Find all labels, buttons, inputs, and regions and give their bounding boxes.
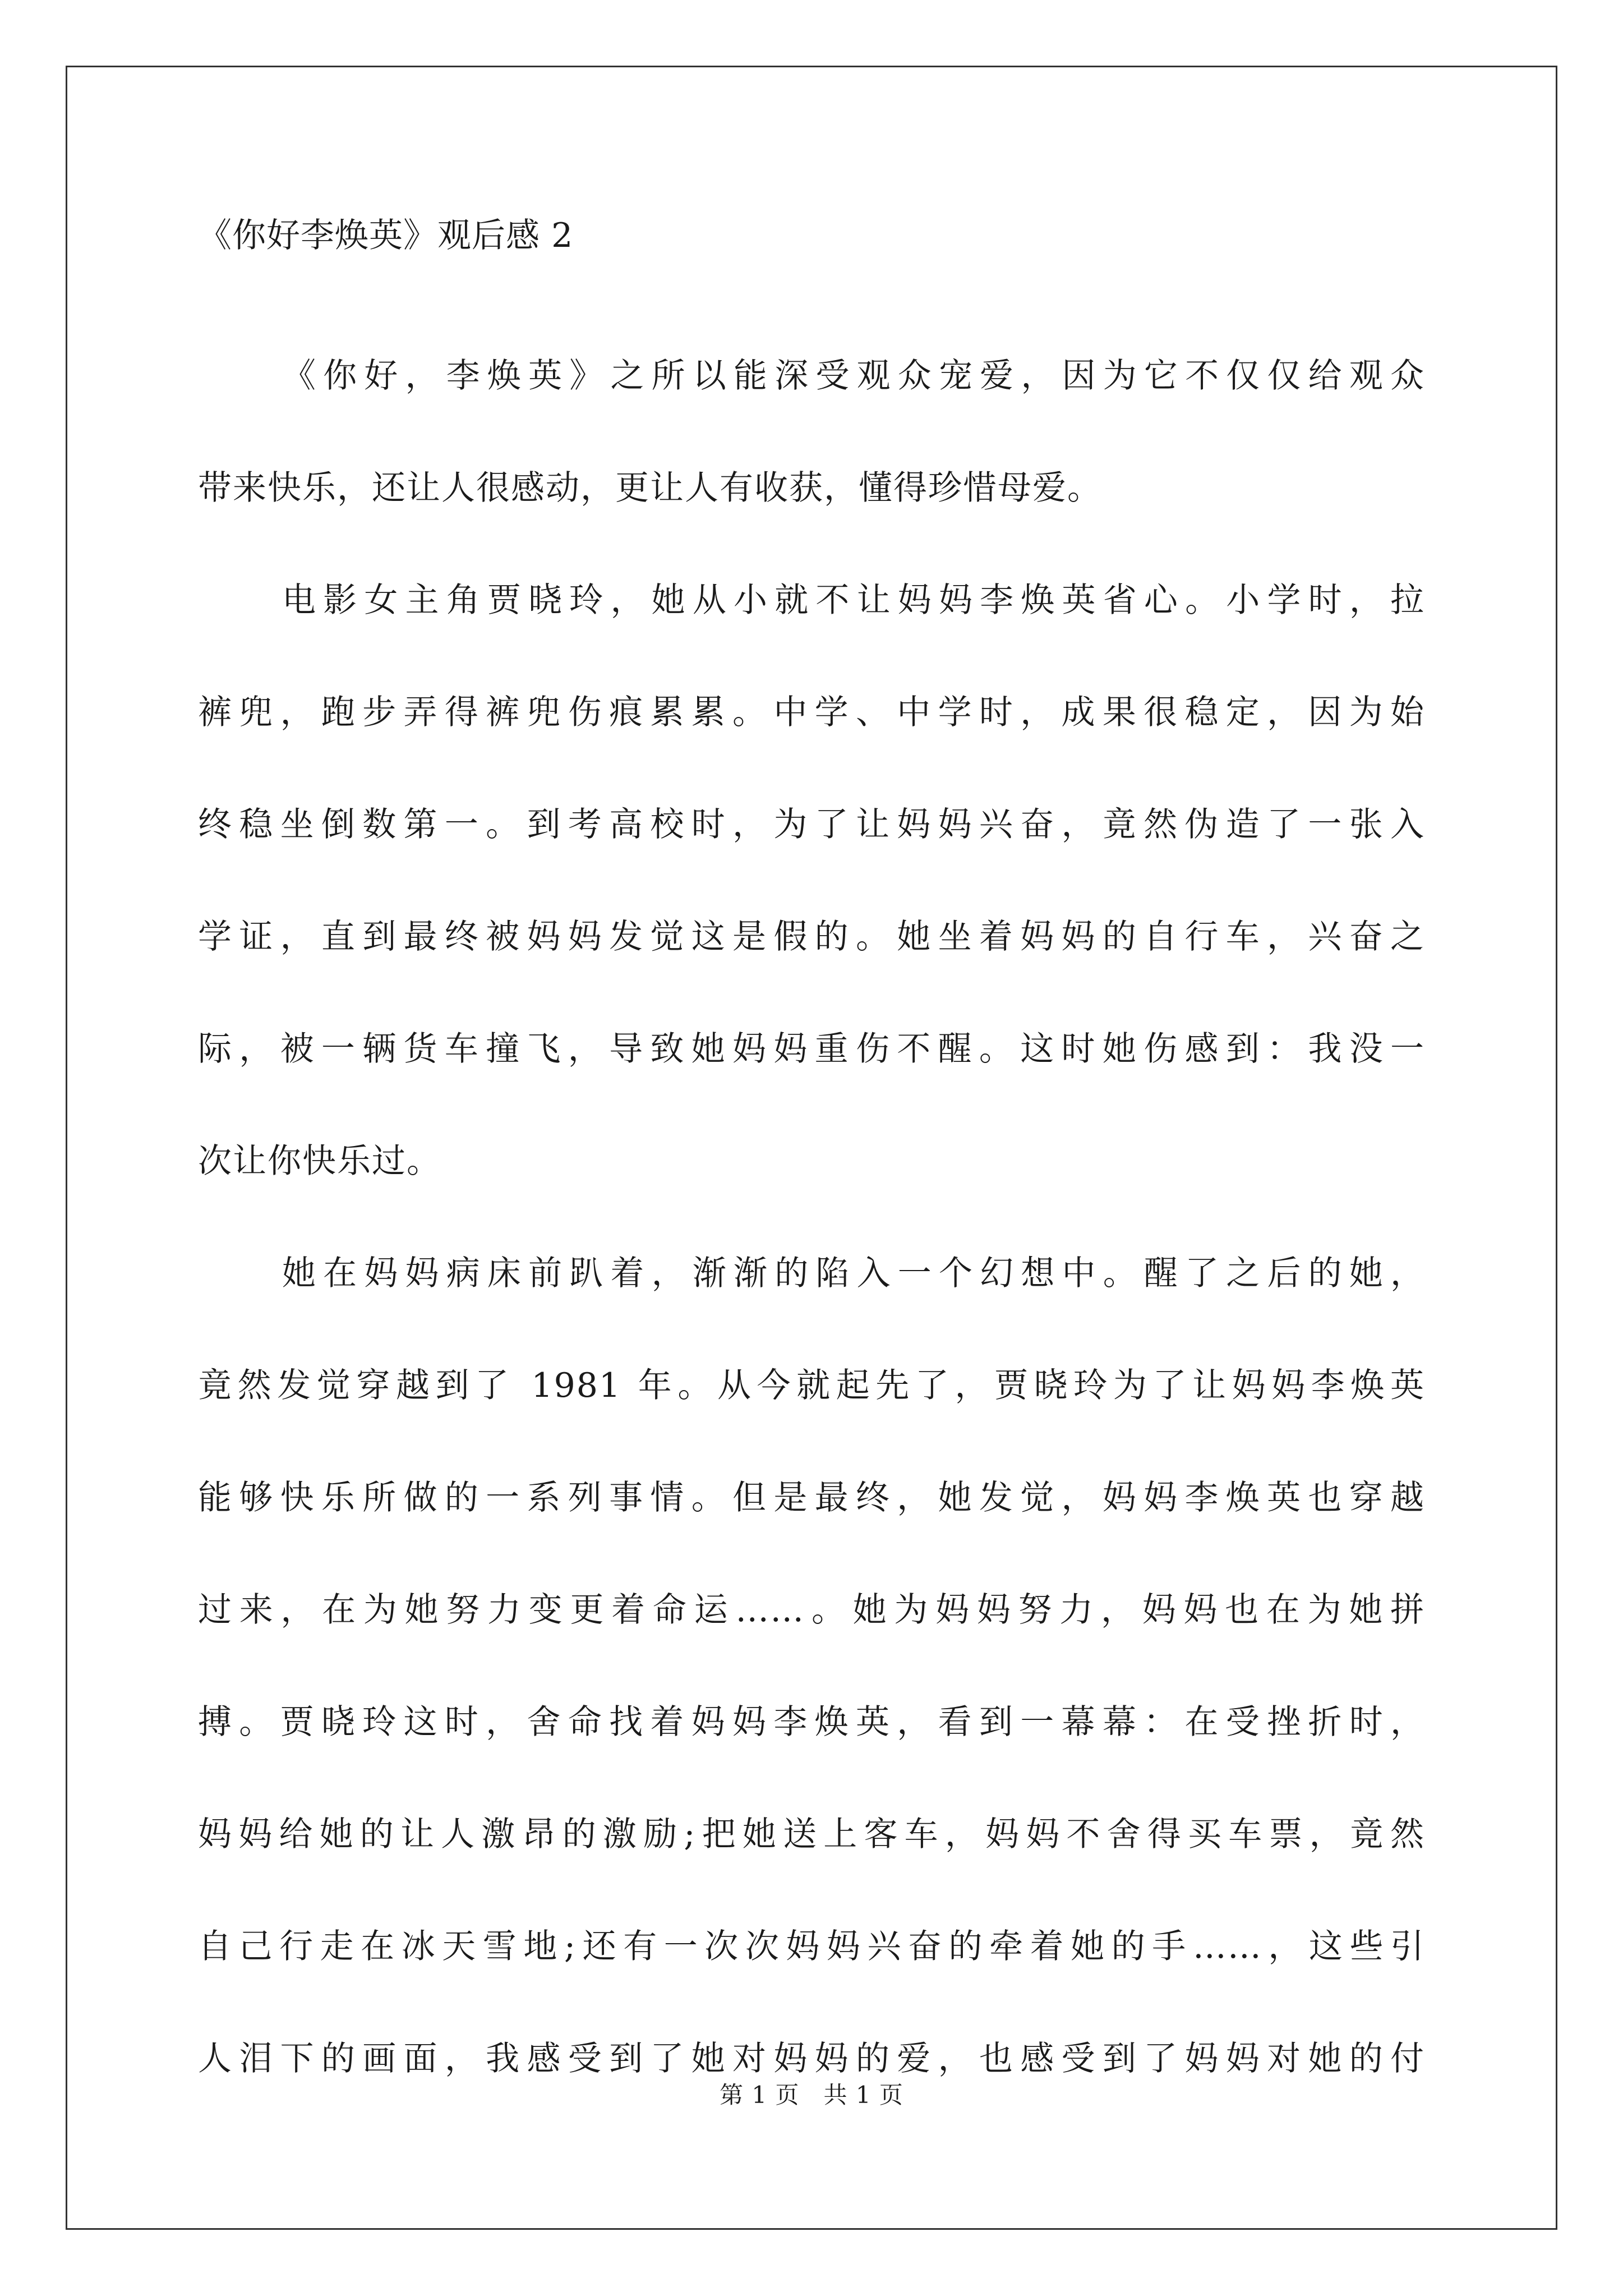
paragraph-line: 人泪下的画面，我感受到了她对妈妈的爱，也感受到了妈妈对她的付 bbox=[198, 2039, 1425, 2078]
paragraph-line: 终稳坐倒数第一。到考高校时，为了让妈妈兴奋，竟然伪造了一张入 bbox=[198, 805, 1425, 844]
paragraph-line: 裤兜，跑步弄得裤兜伤痕累累。中学、中学时，成果很稳定，因为始 bbox=[198, 693, 1425, 732]
paragraph-1 bbox=[198, 320, 1425, 544]
paragraph-line: 《你好，李焕英》之所以能深受观众宠爱，因为它不仅仅给观众 bbox=[282, 356, 1425, 395]
paragraph-line: 过来，在为她努力变更着命运……。她为妈妈努力，妈妈也在为她拼 bbox=[198, 1590, 1425, 1630]
paragraph-line: 搏。贾晓玲这时，舍命找着妈妈李焕英，看到一幕幕：在受挫折时， bbox=[198, 1703, 1425, 1742]
paragraph-line: 电影女主角贾晓玲，她从小就不让妈妈李焕英省心。小学时，拉 bbox=[282, 581, 1425, 620]
paragraph-line: 际，被一辆货车撞飞，导致她妈妈重伤不醒。这时她伤感到：我没一 bbox=[198, 1029, 1425, 1069]
paragraph-line: 妈妈给她的让人激昂的激励;把她送上客车，妈妈不舍得买车票，竟然 bbox=[198, 1815, 1425, 1854]
paragraph-line: 带来快乐，还让人很感动，更让人有收获，懂得珍惜母爱。 bbox=[198, 468, 1102, 508]
document-title: 《你好李焕英》观后感 2 bbox=[198, 216, 574, 255]
paragraph-line: 竟然发觉穿越到了 1981 年。从今就起先了，贾晓玲为了让妈妈李焕英 bbox=[198, 1366, 1425, 1405]
paragraph-line: 自己行走在冰天雪地;还有一次次妈妈兴奋的牵着她的手……，这些引 bbox=[198, 1927, 1425, 1966]
paragraph-2 bbox=[198, 544, 1425, 1217]
page-number-footer: 第 1 页 共 1 页 bbox=[720, 2081, 903, 2109]
paragraph-3 bbox=[198, 1217, 1425, 2115]
document-body bbox=[198, 208, 1425, 2115]
paragraph-line: 次让你快乐过。 bbox=[198, 1142, 441, 1181]
paragraph-line: 能够快乐所做的一系列事情。但是最终，她发觉，妈妈李焕英也穿越 bbox=[198, 1478, 1425, 1517]
paragraph-line: 学证，直到最终被妈妈发觉这是假的。她坐着妈妈的自行车，兴奋之 bbox=[198, 917, 1425, 956]
paragraph-line: 她在妈妈病床前趴着，渐渐的陷入一个幻想中。醒了之后的她， bbox=[282, 1254, 1425, 1293]
